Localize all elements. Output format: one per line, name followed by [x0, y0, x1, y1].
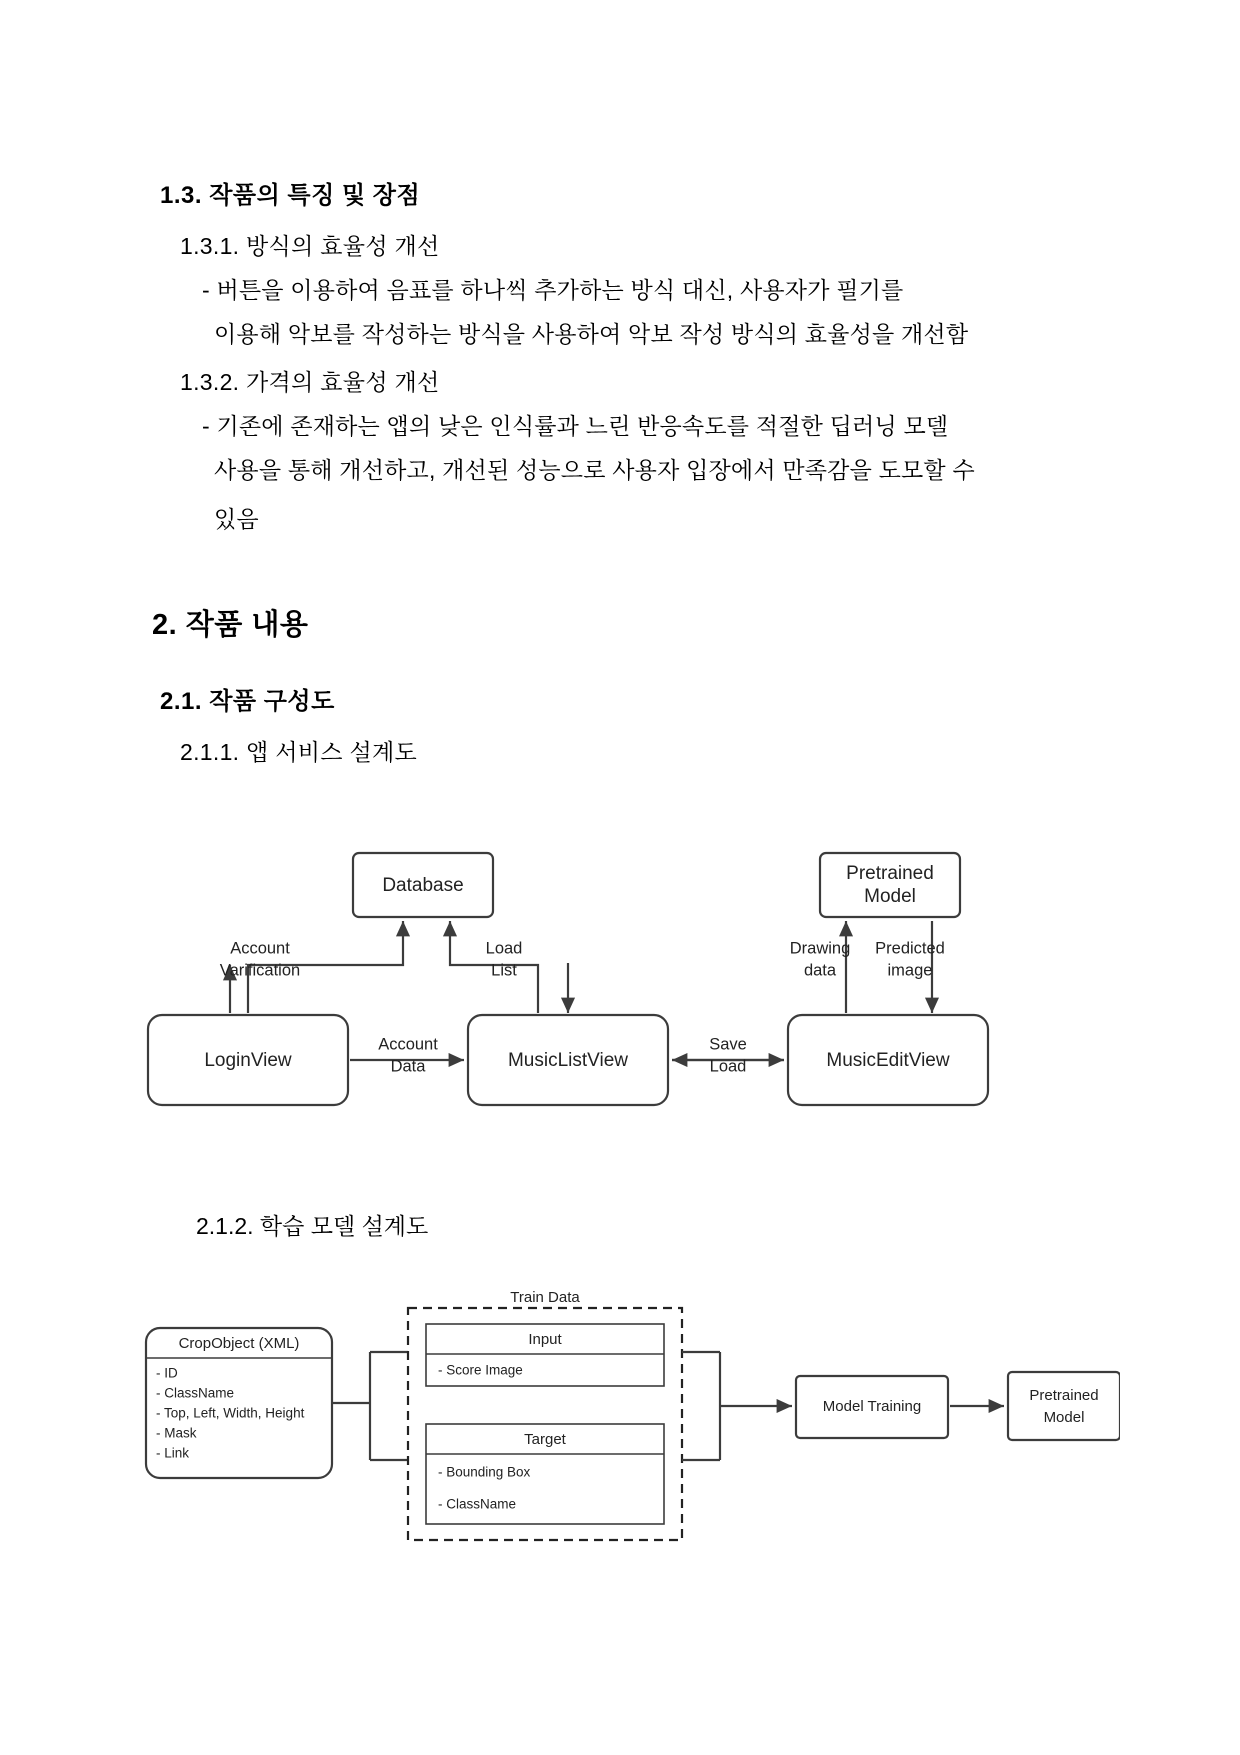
edge-label-account-data-2: Data [390, 1057, 426, 1076]
bullet-1-3-2-line3: 있음 [214, 506, 259, 533]
edge-label-predicted-2: image [887, 961, 933, 980]
edge-label-drawing-2: data [803, 961, 837, 980]
heading-1-3: 1.3. 작품의 특징 및 장점 [160, 182, 421, 209]
app-service-diagram-svg [120, 845, 1120, 1145]
input-title: Input [528, 1330, 562, 1348]
edge-label-account-data-1: Account [378, 1035, 438, 1054]
bullet-1-3-1-line1: - 버튼을 이용하여 음표를 하나씩 추가하는 방식 대신, 사용자가 필기를 [202, 277, 904, 303]
caption-2-1-2: 2.1.2. 학습 모델 설계도 [196, 1213, 429, 1239]
node-pretrained-model-label-2: Model [864, 886, 916, 908]
edge-label-predicted-1: Predicted [875, 939, 945, 958]
edge-label-save: Save [709, 1035, 747, 1054]
edge-label-load-1: Load [485, 939, 523, 958]
section-spacer [152, 550, 1092, 602]
crop-object-field-0: - ID [156, 1365, 178, 1381]
edge-label-account-verification-2: Varification [219, 961, 301, 980]
model-training-label: Model Training [822, 1397, 922, 1415]
heading-2: 2. 작품 내용 [152, 608, 309, 641]
pretrained-model-2-label-2: Model [1043, 1408, 1085, 1426]
app-service-diagram [120, 845, 1120, 1145]
section-spacer-2 [152, 643, 1092, 681]
bullet-1-3-2-line2: 사용을 통해 개선하고, 개선된 성능으로 사용자 입장에서 만족감을 도모할 수 [214, 456, 975, 483]
node-music-edit-view-label: MusicEditView [826, 1050, 950, 1072]
bullet-1-3-2-line1: - 기존에 존재하는 앱의 낮은 인식률과 느린 반응속도를 적절한 딥러닝 모델 [202, 413, 949, 440]
document-text-body [152, 175, 1092, 777]
node-database-label: Database [382, 875, 464, 897]
input-item-0: - Score Image [438, 1362, 523, 1378]
train-data-title: Train Data [510, 1288, 580, 1306]
edge-label-account-verification-1: Account [230, 939, 290, 958]
node-pretrained-model-label-1: Pretrained [846, 863, 934, 885]
edge-label-list-2: List [491, 961, 517, 980]
pretrained-model-2-label-1: Pretrained [1029, 1386, 1099, 1404]
heading-1-3-2: 1.3.2. 가격의 효율성 개선 [180, 369, 440, 396]
crop-object-field-4: - Link [156, 1445, 190, 1461]
edge-label-load: Load [709, 1057, 747, 1076]
crop-object-field-1: - ClassName [156, 1385, 235, 1401]
heading-2-1-1: 2.1.1. 앱 서비스 설계도 [180, 738, 418, 765]
heading-1-3-1: 1.3.1. 방식의 효율성 개선 [180, 233, 440, 259]
node-pretrained-model-2 [1008, 1372, 1120, 1440]
crop-object-field-3: - Mask [156, 1425, 197, 1441]
node-music-list-view-label: MusicListView [507, 1050, 629, 1072]
training-model-diagram [120, 1280, 1120, 1600]
node-login-view-label: LoginView [204, 1050, 292, 1072]
target-item-1: - ClassName [438, 1496, 517, 1512]
target-item-0: - Bounding Box [438, 1464, 531, 1480]
heading-2-1: 2.1. 작품 구성도 [160, 687, 335, 715]
crop-object-field-2: - Top, Left, Width, Height [156, 1405, 305, 1421]
bullet-1-3-1-line2: 이용해 악보를 작성하는 방식을 사용하여 악보 작성 방식의 효율성을 개선함 [214, 320, 969, 347]
training-model-diagram-svg [120, 1280, 1120, 1600]
edge-label-drawing-1: Drawing [789, 939, 851, 958]
crop-object-title: CropObject (XML) [178, 1334, 300, 1352]
target-title: Target [524, 1430, 566, 1448]
